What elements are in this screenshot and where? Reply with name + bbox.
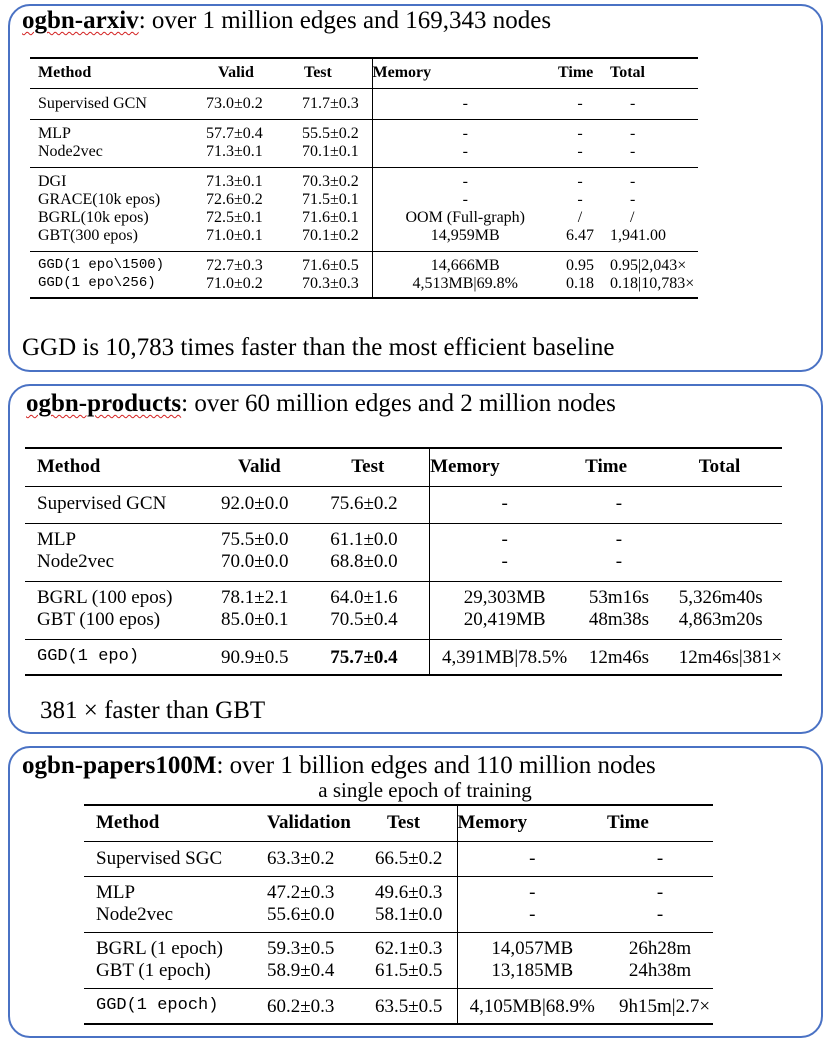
table-row: MLP 57.7±0.4 55.5±0.2 - - - bbox=[30, 119, 698, 143]
dataset-name-papers100m: ogbn-papers100M bbox=[22, 752, 217, 779]
table-row: BGRL (100 epos) 78.1±2.1 64.0±1.6 29,303MB 53m16s 5,326m40s bbox=[25, 581, 782, 609]
results-table-products bbox=[25, 447, 782, 676]
col-header-total: Total bbox=[659, 448, 782, 486]
col-header-memory: Memory bbox=[430, 448, 580, 486]
panel-title-papers100m: ogbn-papers100M: over 1 billion edges and 110 million nodes bbox=[22, 752, 656, 779]
col-header-test: Test bbox=[330, 448, 429, 486]
table-row: Node2vec 55.6±0.0 58.1±0.0 - - bbox=[84, 904, 713, 933]
table-row: GBT (100 epos) 85.0±0.1 70.5±0.4 20,419MB 48m38s 4,863m20s bbox=[25, 609, 782, 640]
col-header-total: Total bbox=[602, 58, 698, 88]
col-header-time: Time bbox=[579, 448, 659, 486]
col-header-valid: Valid bbox=[206, 58, 302, 88]
table-row: MLP 75.5±0.0 61.1±0.0 - - bbox=[25, 523, 782, 551]
table-row: Node2vec 70.0±0.0 68.8±0.0 - - bbox=[25, 551, 782, 582]
table-row: GBT(300 epos) 71.0±0.1 70.1±0.2 14,959MB 6.47 1,941.00 bbox=[30, 227, 698, 252]
results-table-papers100m bbox=[84, 804, 713, 1025]
col-header-test: Test bbox=[302, 58, 372, 88]
col-header-method: Method bbox=[30, 58, 206, 88]
dataset-name-products: ogbn-products bbox=[26, 390, 182, 417]
table-row: GBT (1 epoch) 58.9±0.4 61.5±0.5 13,185MB 24h38m bbox=[84, 960, 713, 989]
best-test-value: 75.7±0.4 bbox=[330, 646, 398, 668]
col-header-valid: Valid bbox=[221, 448, 330, 486]
col-header-time: Time bbox=[607, 805, 713, 841]
table-row: Node2vec 71.3±0.1 70.1±0.1 - - - bbox=[30, 143, 698, 168]
col-header-memory: Memory bbox=[457, 805, 607, 841]
table-row-ggd: GGD(1 epo\256) 71.0±0.2 70.3±0.3 4,513MB|69.8% 0.18 0.18|10,783× bbox=[30, 275, 698, 298]
table-row: Supervised SGC 63.3±0.2 66.5±0.2 - - bbox=[84, 841, 713, 876]
panel-title-arxiv: ogbn-arxiv: over 1 million edges and 169,343 nodes bbox=[22, 7, 552, 34]
col-header-validation: Validation bbox=[259, 805, 375, 841]
dataset-name-arxiv: ogbn-arxiv bbox=[22, 7, 139, 34]
table-row: DGI 71.3±0.1 70.3±0.2 - - - bbox=[30, 167, 698, 191]
col-header-time: Time bbox=[558, 58, 602, 88]
results-table-arxiv bbox=[30, 57, 698, 299]
table-row: GRACE(10k epos) 72.6±0.2 71.5±0.1 - - - bbox=[38, 190, 636, 208]
table-row-ggd: GGD(1 epo\1500) 72.7±0.3 71.6±0.5 14,666MB 0.95 0.95|2,043× bbox=[30, 251, 698, 275]
table-header bbox=[30, 58, 698, 88]
col-header-memory: Memory bbox=[372, 58, 558, 88]
table-row-ggd: GGD(1 epoch) 60.2±0.3 63.5±0.5 4,105MB|68.9% 9h15m|2.7× bbox=[84, 988, 713, 1024]
table-header bbox=[84, 805, 713, 841]
table-row: MLP 47.2±0.3 49.6±0.3 - - bbox=[84, 876, 713, 904]
table-row: BGRL(10k epos) 72.5±0.1 71.6±0.1 OOM (Full-graph) / / bbox=[38, 208, 635, 226]
table-header bbox=[25, 448, 782, 486]
table-subtitle: a single epoch of training bbox=[318, 778, 532, 802]
col-header-method: Method bbox=[25, 448, 221, 486]
table-row: BGRL (1 epoch) 59.3±0.5 62.1±0.3 14,057MB 26h28m bbox=[84, 932, 713, 960]
table-row: Supervised GCN 73.0±0.2 71.7±0.3 - - - bbox=[30, 88, 698, 119]
panel-title-products: ogbn-products: over 60 million edges and 2 million nodes bbox=[26, 390, 616, 417]
caption-arxiv: GGD is 10,783 times faster than the most efficient baseline bbox=[22, 334, 615, 361]
col-header-method: Method bbox=[84, 805, 259, 841]
col-header-test: Test bbox=[375, 805, 457, 841]
table-row: Supervised GCN 92.0±0.0 75.6±0.2 - - bbox=[25, 486, 782, 523]
caption-products: 381 × faster than GBT bbox=[40, 697, 266, 724]
table-row-ggd: GGD(1 epo) 90.9±0.5 75.7±0.4 4,391MB|78.5% 12m46s 12m46s|381× bbox=[25, 639, 782, 675]
